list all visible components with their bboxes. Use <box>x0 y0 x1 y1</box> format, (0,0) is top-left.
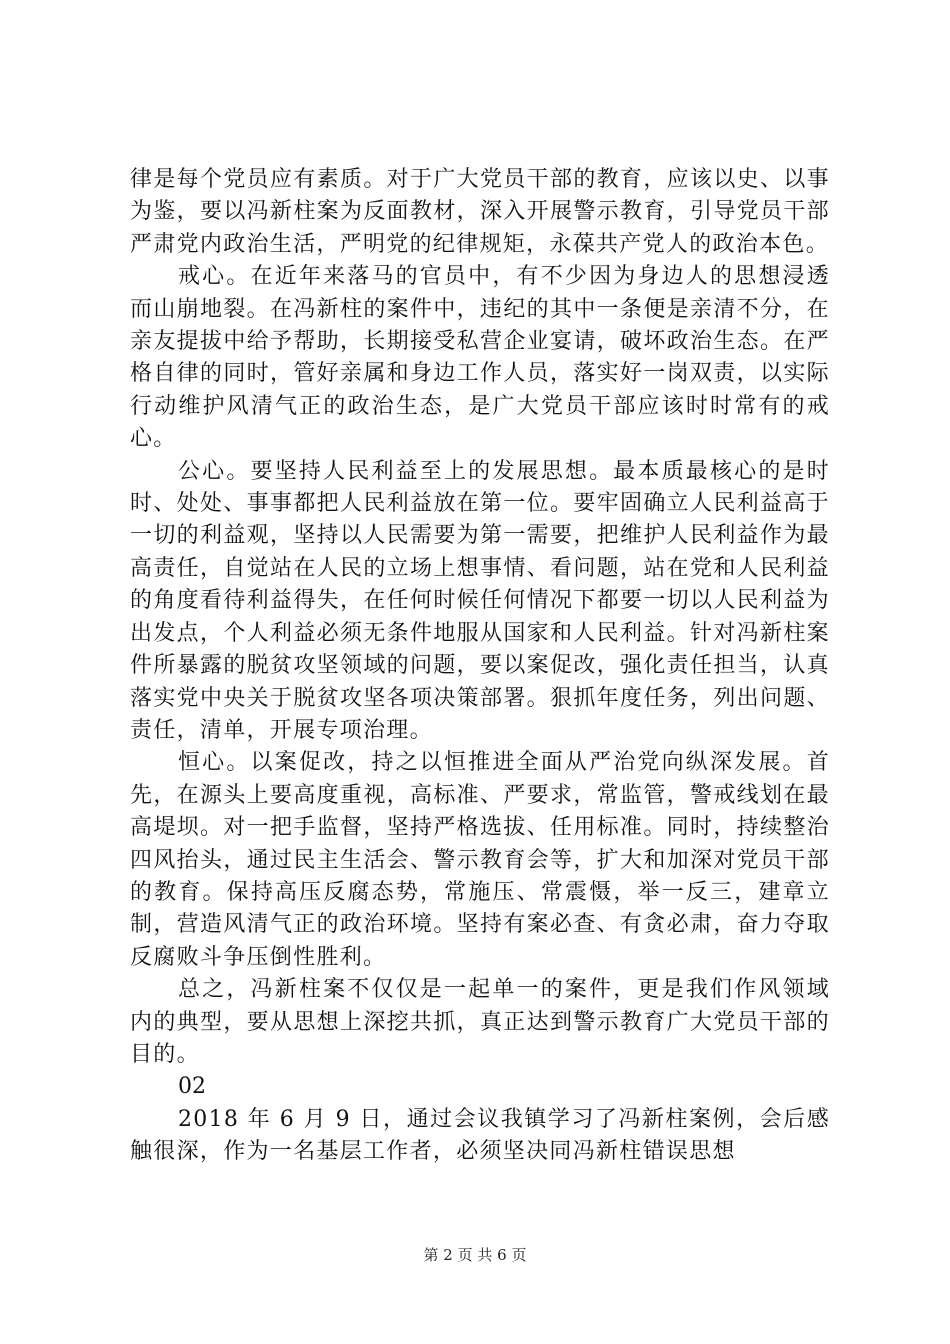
paragraph-hengxin: 恒心。以案促改，持之以恒推进全面从严治党向纵深发展。首先，在源头上要高度重视，高标准、严要求，常监管，警戒线划在最高堤坝。对一把手监督，坚持严格选拔、任用标准。同时，持续整治四风抬头，通过民主生活会、警示教育会等，扩大和加深对党员干部的教育。保持高压反腐态势，常施压、常震慑，举一反三，建章立制，营造风清气正的政治环境。坚持有案必查、有贪必肃，奋力夺取反腐败斗争压倒性胜利。 <box>130 750 830 970</box>
paragraph-closing: 2018 年 6 月 9 日，通过会议我镇学习了冯新柱案例，会后感触很深，作为一名基层工作者，必须坚决同冯新柱错误思想 <box>130 1106 830 1165</box>
paragraph-1: 律是每个党员应有素质。对于广大党员干部的教育，应该以史、以事为鉴，要以冯新柱案为反面教材，深入开展警示教育，引导党员干部严肃党内政治生活，严明党的纪律规矩，永葆共产党人的政治本色。 <box>130 167 830 257</box>
paragraph-conclusion: 总之，冯新柱案不仅仅是一起单一的案件，更是我们作风领域内的典型，要从思想上深挖共抓，真正达到警示教育广大党员干部的目的。 <box>130 977 830 1067</box>
paragraph-gongxin: 公心。要坚持人民利益至上的发展思想。最本质最核心的是时时、处处、事事都把人民利益放在第一位。要牢固确立人民利益高于一切的利益观，坚持以人民需要为第一需要，把维护人民利益作为最高责任，自觉站在人民的立场上想事情、看问题，站在党和人民利益的角度看待利益得失，在任何时候任何情况下都要一切以人民利益为出发点，个人利益必须无条件地服从国家和人民利益。针对冯新柱案件所暴露的脱贫攻坚领域的问题，要以案促改，强化责任担当，认真落实党中央关于脱贫攻坚各项决策部署。狠抓年度任务，列出问题、责任，清单，开展专项治理。 <box>130 458 830 743</box>
paragraph-jiexin: 戒心。在近年来落马的官员中，有不少因为身边人的思想浸透而山崩地裂。在冯新柱的案件中，违纪的其中一条便是亲清不分，在亲友提拔中给予帮助，长期接受私营企业宴请，破坏政治生态。在严格自律的同时，管好亲属和身边工作人员，落实好一岗双责，以实际行动维护风清气正的政治生态，是广大党员干部应该时时常有的戒心。 <box>130 264 830 452</box>
page-footer: 第 2 页 共 6 页 <box>423 1246 527 1264</box>
section-number: 02 <box>178 1074 206 1100</box>
document-body <box>130 164 830 1169</box>
